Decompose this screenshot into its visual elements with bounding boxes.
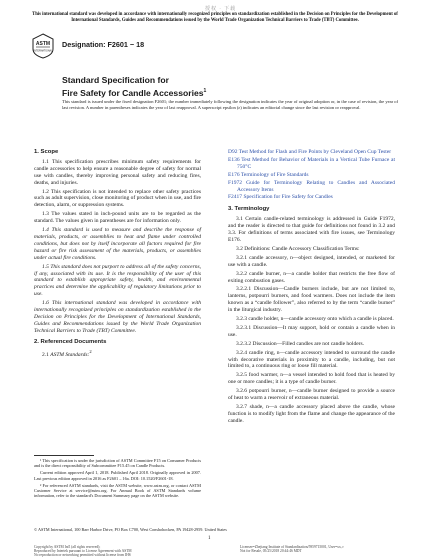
issuance-note: This standard is issued under the fixed designation F2601; the number immediately following the designation indicates the year of original adoption or, in the case of revision, the year of last revision. A number in parentheses indicates the year of last reapproval. A superscript epsilon (ε) indicates an editorial change since the last revision or reapproval.	[62, 99, 398, 110]
standard-link[interactable]: F2417	[228, 194, 243, 201]
license-right: Licensee=Zhejiang Institute of Standardization/5959715001, User=xx, r Not for Resale, 05/25/2018 20:44:46 MDT	[240, 545, 344, 554]
list-item	[228, 180, 395, 194]
para-3-2-6: 3.2.6 potpourri burner, n—candle burner designed to provide a source of heat to warm a reservoir of extraneous material.	[228, 388, 395, 402]
referenced-standards-list	[228, 149, 395, 201]
para-3-2-7: 3.2.7 shade, n—a candle accessory placed above the candle, whose function is to modify light from the flame and change the appearance of the candle.	[228, 404, 395, 424]
astm-logo-icon	[32, 34, 54, 58]
standard-link[interactable]: E176	[228, 171, 240, 178]
standard-title[interactable]: Terminology of Fire Standards	[240, 171, 309, 178]
title-footnote-mark: 1	[203, 87, 207, 94]
footnotes	[34, 458, 201, 500]
svg-text:ASTM: ASTM	[35, 41, 51, 47]
para-3-2-5: 3.2.5 food warmer, n—a vessel intended to hold food that is heated by one or more candles; it is a type of candle burner.	[228, 372, 395, 386]
right-column	[228, 149, 395, 427]
footnote-2: ² For referenced ASTM standards, visit the ASTM website, www.astm.org, or contact ASTM Customer Service at service@astm.org. For Annual Book of ASTM Standards volume information, refer to the standard's Document Summary page on the ASTM website.	[34, 482, 201, 499]
para-3-2-3: 3.2.3 candle holder, n—candle accessory onto which a candle is placed.	[236, 316, 394, 323]
section-2-heading: 2. Referenced Documents	[34, 338, 107, 345]
title-line-1: Standard Specification for	[62, 75, 169, 85]
para-3-1: 3.1 Certain candle-related terminology is addressed in Guide F1972, and the reader is directed to that guide for definitions not found in 3.2 and 3.3. For definitions of terms associated with fire issues, see Terminology E176.	[228, 216, 395, 243]
license-left: Copyright by ASTM Int'l (all rights reserved); Reproduced by Intertek pursuant to License Agreement with ASTM No reproduction or networking permitted without license from IHS	[34, 545, 132, 558]
para-1-5: 1.5 This standard does not purport to address all of the safety concerns, if any, associated with its use. It is the responsibility of the user of this standard to establish appropriate safety, health, and environmental practices and determine the applicability of regulatory limitations prior to use.	[34, 263, 201, 298]
standard-link[interactable]: F1972	[228, 179, 243, 186]
para-3-2-2: 3.2.2 candle burner, n—a candle holder that restricts the free flow of exiting combustion gases.	[228, 270, 395, 284]
para-2-1-footnote-mark: 2	[89, 348, 92, 354]
page-title	[62, 75, 382, 98]
section-3-heading: 3. Terminology	[228, 206, 270, 213]
tbt-notice: This international standard was developed in accordance with internationally recognized principles on standardization established in the Decision on Principles for the Development of International Standards, Guides and Recommendations issued by the World Trade Organization Technical Barriers to Trade (TBT) Committee.	[32, 12, 398, 23]
page-number: 1	[208, 536, 211, 541]
para-3-2: 3.2 Definitions: Candle Accessory Classification Terms:	[236, 245, 360, 252]
standard-link[interactable]: E136	[228, 156, 240, 163]
standard-title[interactable]: Test Method for Flash and Fire Points by Cleveland Open Cup Tester	[238, 149, 392, 155]
para-3-2-3-2: 3.2.3.2 Discussion—Filled candles are not candle holders.	[236, 340, 365, 347]
list-item	[228, 157, 395, 171]
section-1-heading: 1. Scope	[34, 149, 59, 155]
footnote-1-edition: Current edition approved April 1, 2018. Published April 2018. Originally approved in 2007. Last previous edition approved in 2016 as F2601 – 16a. DOI: 10.1520/F2601-18.	[34, 470, 201, 481]
para-1-1: 1.1 This specification prescribes minimum safety requirements for candle accessories to help ensure a reasonable degree of safety for normal use with candles, thereby improving personal safety and reducing fires, deaths, and injuries.	[34, 158, 201, 186]
para-2-1-label: ASTM Standards:	[50, 351, 90, 358]
para-1-4: 1.4 This standard is used to measure and describe the response of materials, products, or assemblies to heat and flame under controlled conditions, but does not by itself incorporate all factors required for fire hazard or fire risk assessment of the materials, products, or assemblies under actual fire conditions.	[34, 227, 201, 261]
footnote-divider	[34, 455, 94, 456]
svg-text:INTERNATIONAL: INTERNATIONAL	[33, 49, 53, 53]
title-main: Fire Safety for Candle Accessories	[62, 87, 204, 98]
standard-title[interactable]: Specification for Fire Safety for Candles	[243, 194, 333, 201]
footnote-1: ¹ This specification is under the jurisdiction of ASTM Committee F15 on Consumer Products and is the direct responsibility of Subcommittee F15.45 on Candle Products.	[34, 458, 201, 469]
standard-title[interactable]: Guide for Terminology Relating to Candles and Associated Accessory Items	[237, 179, 395, 193]
standard-link[interactable]: D92	[228, 149, 238, 155]
watermark: 授权 · 下载	[205, 7, 237, 12]
copyright-line: © ASTM International, 100 Barr Harbor Drive, PO Box C700, West Conshohocken, PA 19428-2959. United States	[34, 527, 227, 532]
para-3-2-1: 3.2.1 candle accessory, n—object designed, intended, or marketed for use with a candle.	[228, 254, 395, 268]
license-footer	[34, 545, 404, 558]
para-1-2: 1.2 This specification is not intended to replace other safety practices such as adult supervision, close monitoring of product when in use, and fire detection, alarm, or suppression systems.	[34, 188, 201, 209]
designation: Designation: F2601 − 18	[62, 40, 145, 49]
title-line-2	[62, 86, 382, 98]
para-2-1-number: 2.1	[42, 351, 51, 358]
para-3-2-3-1: 3.2.3.1 Discussion—It may support, hold or contain a candle when in use.	[228, 324, 395, 338]
list-item	[228, 194, 395, 201]
para-1-3: 1.3 The values stated in inch-pound units are to be regarded as the standard. The values given in parentheses are for information only.	[34, 211, 201, 225]
para-1-6: 1.6 This international standard was developed in accordance with internationally recognized principles on standardization established in the Decision on Principles for the Development of International Standards, Guides and Recommendations issued by the World Trade Organization Technical Barriers to Trade (TBT) Committee.	[34, 300, 201, 334]
para-3-2-2-1: 3.2.2.1 Discussion—Candle burners include, but are not limited to, lanterns, potpourri burners, and food warmers. Does not include the item known as a “candle follower”, also referred to by the term “candle burner” in the liturgical industry.	[228, 286, 395, 314]
para-3-2-4: 3.2.4 candle ring, n—candle accessory intended to surround the candle with decorative materials in proximity to a candle, including, but not limited to, a continuous ring or loose fill material.	[228, 349, 395, 370]
left-column	[34, 149, 201, 360]
list-item	[228, 149, 395, 156]
standard-title[interactable]: Test Method for Behavior of Materials in a Vertical Tube Furnace at 750°C	[237, 156, 395, 170]
para-2-1	[34, 349, 201, 359]
list-item	[228, 172, 395, 179]
